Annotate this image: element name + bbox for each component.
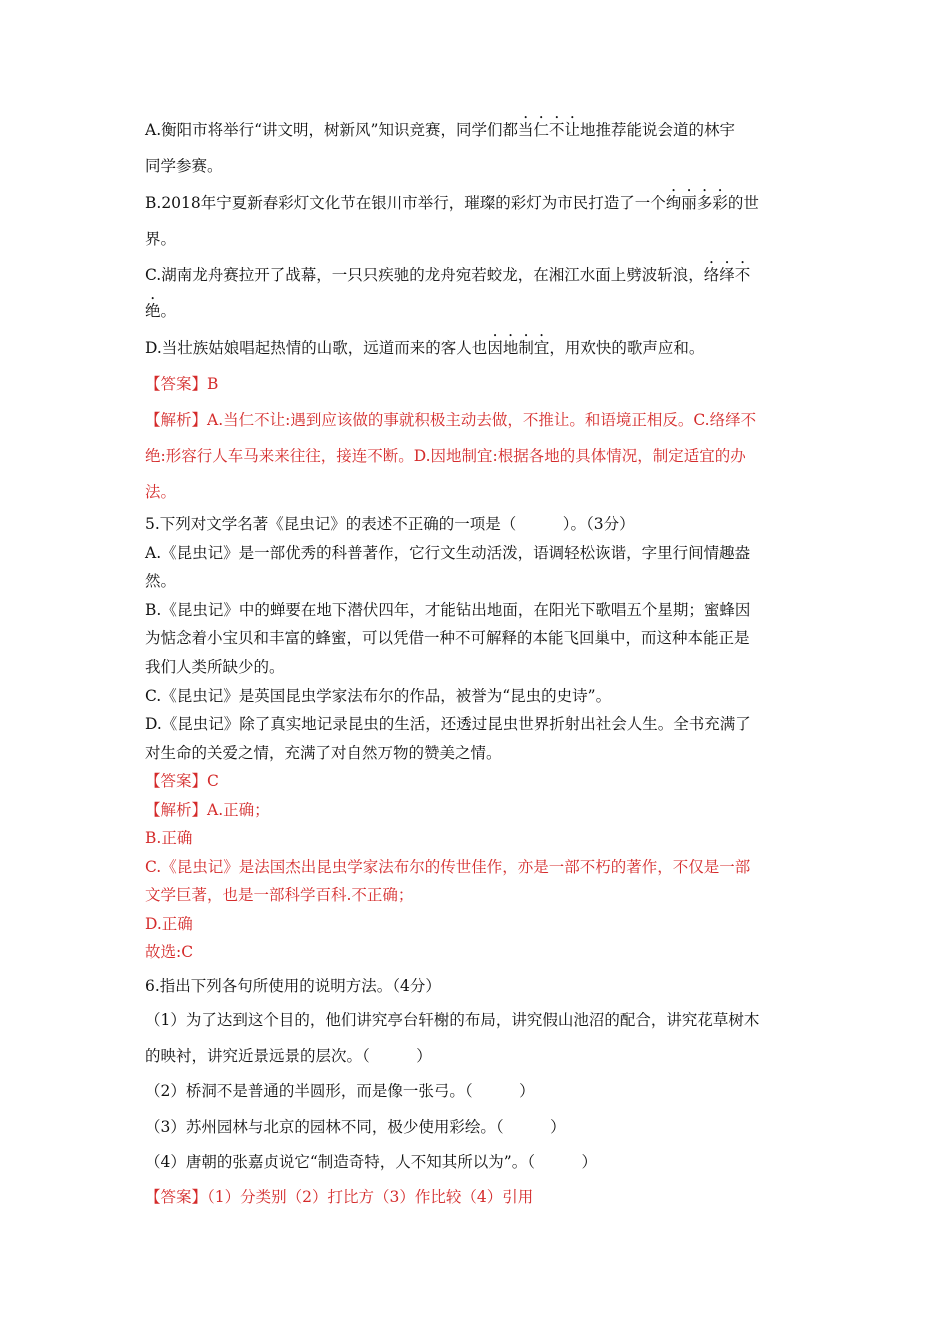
q5-analysis-3: C.《昆虫记》是法国杰出昆虫学家法布尔的传世佳作，亦是一部不朽的著作，不仅是一部 [145, 858, 751, 876]
q5-conclusion: 故选:C [145, 943, 194, 961]
q5-option-b: B.《昆虫记》中的蝉要在地下潜伏四年，才能钻出地面，在阳光下歌唱五个星期；蜜蜂因 [145, 601, 751, 619]
q6-item-1-cont: 的映衬，讲究近景远景的层次。（ ） [145, 1047, 432, 1065]
q5-option-a: A.《昆虫记》是一部优秀的科普著作，它行文生动活泼，语调轻松诙谐，字里行间情趣盎 [145, 544, 751, 562]
q6-question: 6.指出下列各句所使用的说明方法。（4分） [145, 977, 441, 995]
q5-analysis-1: 【解析】A.正确； [145, 801, 270, 819]
q6-answer: 【答案】（1）分类别（2）打比方（3）作比较（4）引用 [145, 1188, 534, 1206]
q5-analysis-4: 文学巨著，也是一部科学百科.不正确； [145, 886, 414, 904]
q5-answer: 【答案】C [145, 772, 219, 790]
q5-option-c: C.《昆虫记》是英国昆虫学家法布尔的作品，被誉为“昆虫的史诗”。 [145, 687, 612, 705]
q4-analysis-3: 法。 [145, 483, 177, 501]
q5-option-a-cont: 然。 [145, 572, 177, 590]
q5-option-b-cont1: 为惦念着小宝贝和丰富的蜂蜜，可以凭借一种不可解释的本能飞回巢中，而这种本能正是 [145, 629, 750, 647]
q4-analysis-2: 绝:形容行人车马来来往往，接连不断。D.因地制宜:根据各地的具体情况，制定适宜的办 [145, 447, 746, 465]
q4-option-a-cont: 同学参赛。 [145, 157, 223, 175]
q4-option-b-cont: 界。 [145, 230, 177, 248]
q6-item-2: （2）桥洞不是普通的半圆形，而是像一张弓。（ ） [145, 1082, 535, 1100]
q6-item-3: （3）苏州园林与北京的园林不同，极少使用彩绘。（ ） [145, 1118, 566, 1136]
q5-analysis-2: B.正确 [145, 829, 193, 847]
q6-item-4: （4）唐朝的张嘉贞说它“制造奇特，人不知其所以为”。（ ） [145, 1153, 597, 1171]
q4-analysis-1: 【解析】A.当仁不让:遇到应该做的事就积极主动去做，不推让。和语境正相反。C.络绎不 [145, 411, 757, 429]
q5-option-b-cont2: 我们人类所缺少的。 [145, 658, 285, 676]
q5-question: 5.下列对文学名著《昆虫记》的表述不正确的一项是（ ）。（3分） [145, 515, 635, 533]
q4-option-d: D.当壮族姑娘唱起热情的山歌，远道而来的客人也因地制宜，用欢快的歌声应和。 [145, 339, 705, 357]
q4-option-a: A.衡阳市将举行“讲文明，树新风”知识竞赛，同学们都当仁不让地推荐能说会道的林宇 [145, 121, 736, 139]
q4-option-b: B.2018年宁夏新春彩灯文化节在银川市举行，璀璨的彩灯为市民打造了一个绚丽多彩的世 [145, 194, 759, 212]
q5-option-d: D.《昆虫记》除了真实地记录昆虫的生活，还透过昆虫世界折射出社会人生。全书充满了 [145, 715, 751, 733]
q5-option-d-cont: 对生命的关爱之情，充满了对自然万物的赞美之情。 [145, 744, 502, 762]
q4-option-c: C.湖南龙舟赛拉开了战幕，一只只疾驰的龙舟宛若蛟龙，在湘江水面上劈波斩浪，络绎不 [145, 266, 751, 284]
q5-analysis-5: D.正确 [145, 915, 193, 933]
q4-answer: 【答案】B [145, 375, 219, 393]
q4-option-c-cont: 绝。 [145, 302, 177, 320]
q6-item-1: （1）为了达到这个目的，他们讲究亭台轩榭的布局，讲究假山池沼的配合，讲究花草树木 [145, 1011, 760, 1029]
